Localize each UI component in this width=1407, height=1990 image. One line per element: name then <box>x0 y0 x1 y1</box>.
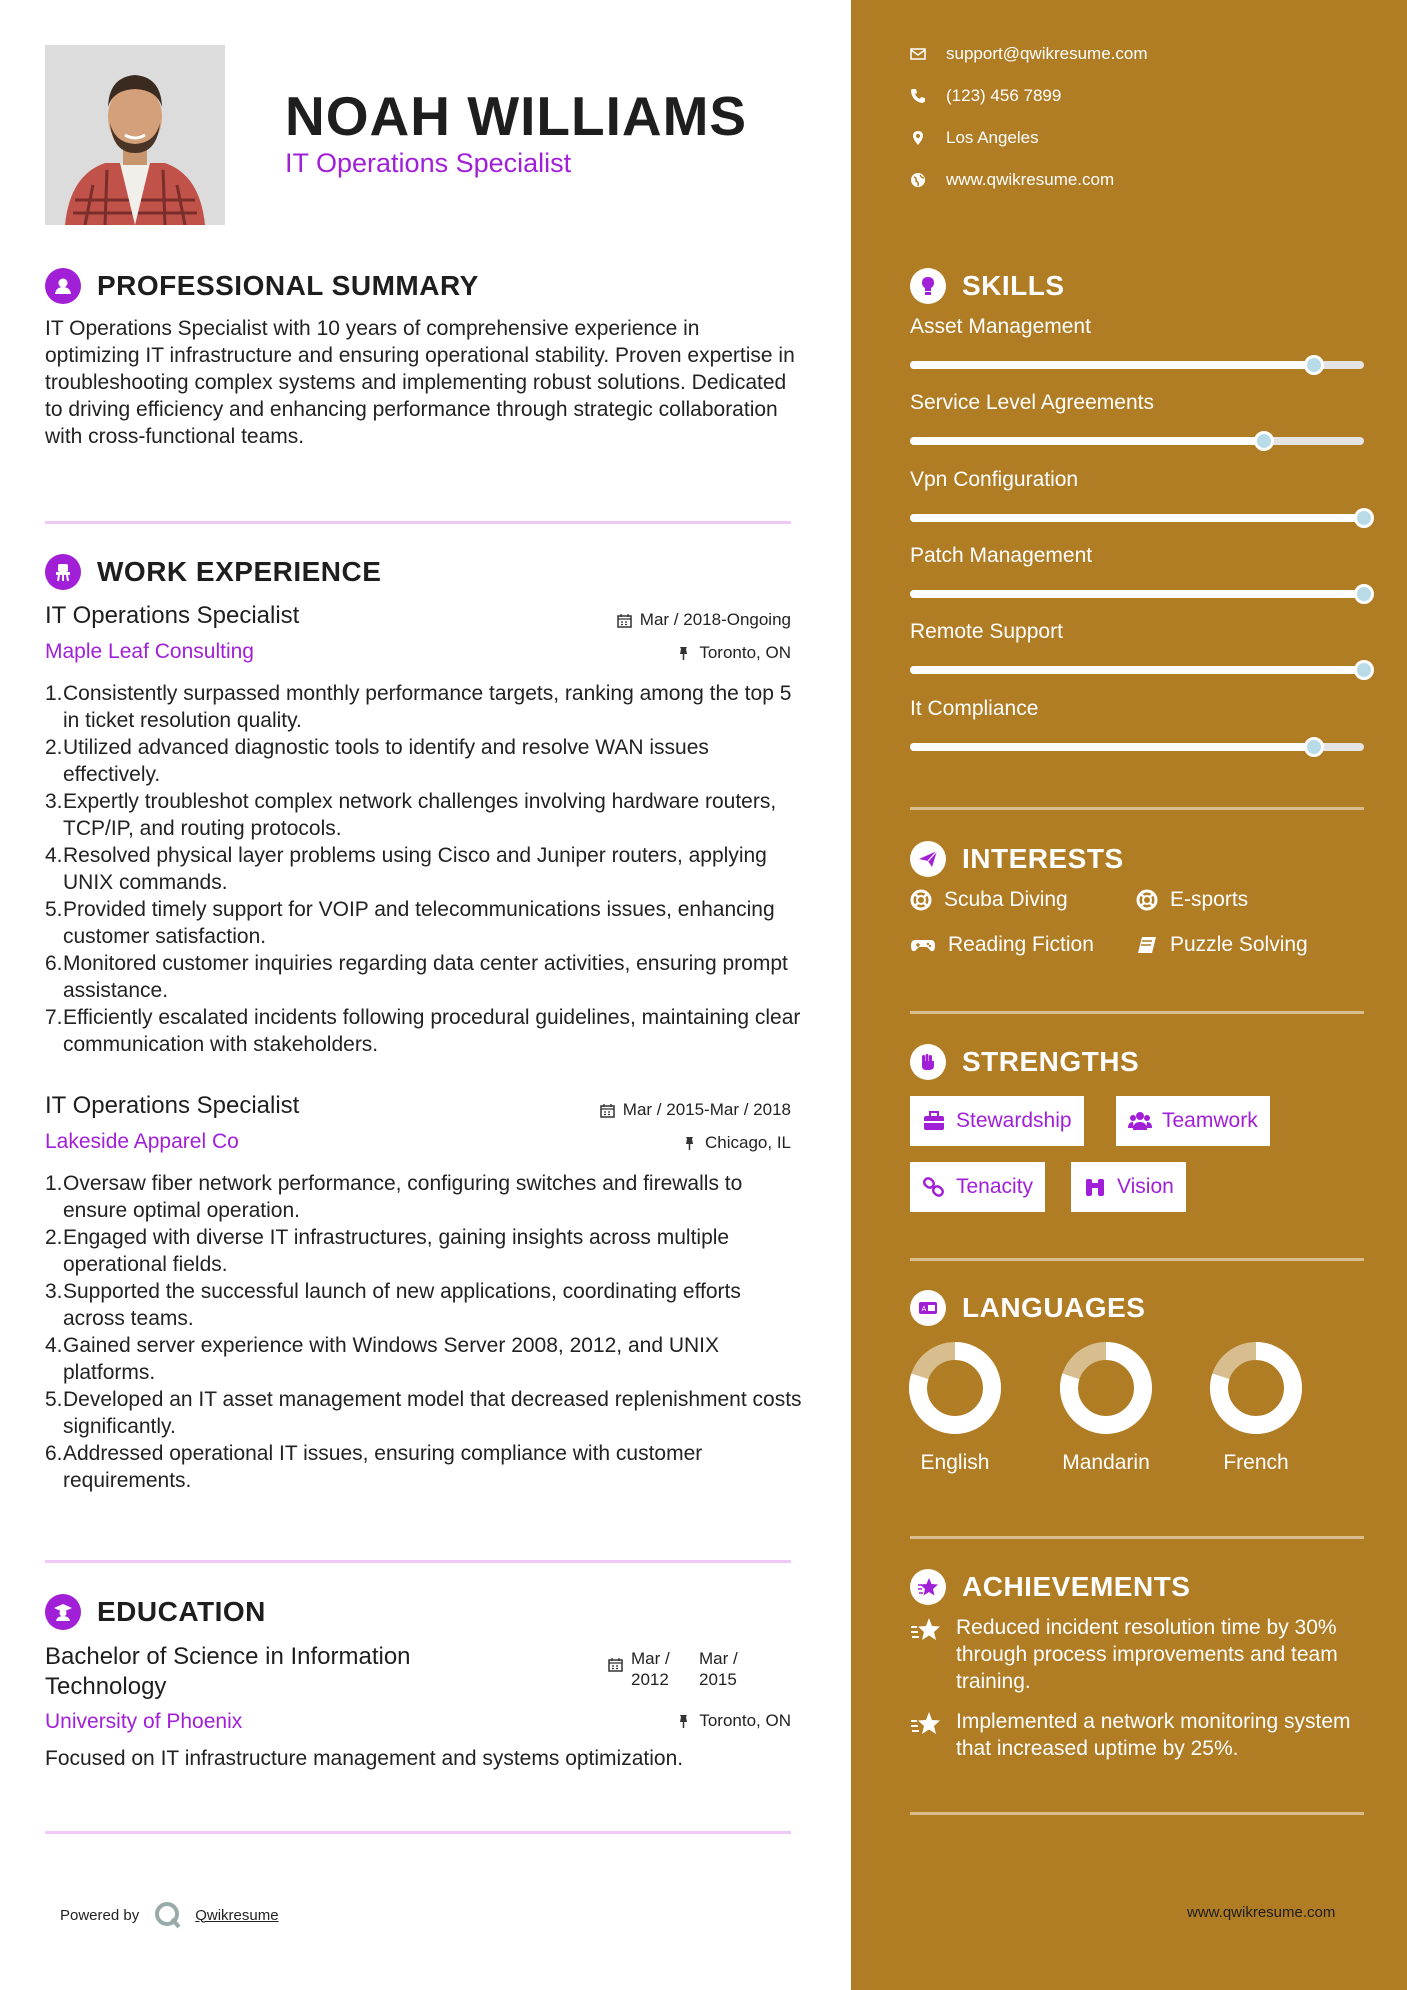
job-date <box>600 1100 791 1120</box>
list-item: 4. Resolved physical layer problems using Cisco and Juniper routers, applying UNIX commands. <box>45 844 767 894</box>
skill-bar-fill <box>910 666 1364 674</box>
sidebar <box>851 0 1407 1990</box>
job-bullets <box>45 1170 805 1494</box>
section-divider <box>45 1831 791 1834</box>
list-item: 7. Efficiently escalated incidents following procedural guidelines, maintaining clear communication with stakeholders. <box>45 1006 801 1056</box>
strength-label: Vision <box>1117 1175 1174 1198</box>
interest-item <box>1136 933 1308 957</box>
skills-heading <box>910 268 1065 304</box>
skill-bar <box>910 666 1364 674</box>
skill-bar <box>910 437 1364 445</box>
book-icon <box>1136 934 1158 956</box>
job-location-text: Chicago, IL <box>705 1133 791 1152</box>
achievement-text: Reduced incident resolution time by 30% through process improvements and team training. <box>956 1616 1338 1693</box>
strength-badge <box>1116 1096 1270 1146</box>
strengths-heading <box>910 1044 1139 1080</box>
interest-item <box>910 888 1068 912</box>
graduate-icon <box>45 1594 81 1630</box>
job-title: IT Operations Specialist <box>45 602 300 629</box>
summary-text: IT Operations Specialist with 10 years of comprehensive experience in optimizing IT infrastructure and ensuring operational stability. Proven expertise in troubleshooting complex systems and implementing robust solutions. Dedicated to driving efficiency and enhancing performance through strategic collaboration with cross-functional teams. <box>45 317 795 448</box>
strength-badge <box>1071 1162 1186 1212</box>
candidate-title: IT Operations Specialist <box>285 148 572 178</box>
contact-location-text: Los Angeles <box>946 128 1039 147</box>
summary-heading-text: PROFESSIONAL SUMMARY <box>97 270 479 301</box>
calendar-icon <box>608 1657 623 1672</box>
skill-bar <box>910 743 1364 751</box>
skill-label: It Compliance <box>910 697 1039 720</box>
job-location <box>676 643 791 663</box>
section-divider <box>910 1011 1364 1014</box>
achievements-heading-text: ACHIEVEMENTS <box>962 1571 1191 1602</box>
education-date-start: Mar / 2012 <box>631 1649 670 1689</box>
section-divider <box>45 1560 791 1563</box>
language-label: Mandarin <box>1062 1451 1150 1474</box>
achievement-text: Implemented a network monitoring system that increased uptime by 25%. <box>956 1710 1351 1760</box>
pin-icon <box>682 1136 697 1151</box>
link-icon <box>922 1176 946 1198</box>
map-marker-icon <box>910 130 926 146</box>
globe-icon <box>910 172 926 188</box>
language-label: English <box>920 1451 990 1474</box>
summary-heading <box>45 268 479 304</box>
gamepad-icon <box>910 934 936 956</box>
experience-heading <box>45 554 381 590</box>
pin-icon <box>676 1714 691 1729</box>
experience-heading-text: WORK EXPERIENCE <box>97 556 382 587</box>
skill-label: Patch Management <box>910 544 1093 567</box>
skill-bar-knob <box>1254 431 1274 451</box>
list-item: 3. Expertly troubleshot complex network challenges involving hardware routers, TCP/IP, and routing protocols. <box>45 790 777 840</box>
contact-location <box>910 128 1039 148</box>
strength-label: Tenacity <box>956 1175 1034 1198</box>
list-item: 5. Developed an IT asset management model that decreased replenishment costs significantly. <box>45 1388 802 1438</box>
skill-bar-fill <box>910 590 1364 598</box>
list-item: 1. Oversaw fiber network performance, configuring switches and firewalls to ensure optimal operation. <box>45 1172 743 1222</box>
list-item: 4. Gained server experience with Windows Server 2008, 2012, and UNIX platforms. <box>45 1334 720 1384</box>
contact-website-text: www.qwikresume.com <box>946 170 1115 189</box>
degree: Bachelor of Science in Information Technology <box>45 1643 411 1700</box>
contact-phone-text: (123) 456 7899 <box>946 86 1062 105</box>
users-icon <box>1128 1110 1152 1132</box>
language-donut <box>1209 1341 1303 1435</box>
contact-website <box>910 170 1114 190</box>
qwikresume-link[interactable]: Qwikresume <box>195 1906 279 1924</box>
contact-phone <box>910 86 1061 106</box>
language-item <box>1201 1341 1311 1475</box>
powered-by <box>60 1900 279 1930</box>
skill-label: Service Level Agreements <box>910 391 1154 414</box>
section-divider <box>910 807 1364 810</box>
chair-icon <box>45 554 81 590</box>
job-date-text: Mar / 2018-Ongoing <box>639 610 791 629</box>
briefcase-icon <box>922 1110 946 1132</box>
strength-label: Teamwork <box>1162 1109 1258 1132</box>
education-date <box>608 1648 738 1690</box>
language-donut <box>1059 1341 1153 1435</box>
profile-photo <box>45 45 225 225</box>
achievements-heading <box>910 1569 1190 1605</box>
lifebuoy-icon <box>910 889 932 911</box>
strength-badge <box>910 1096 1084 1146</box>
education-location-text: Toronto, ON <box>699 1711 791 1730</box>
strength-badge <box>910 1162 1045 1212</box>
section-divider <box>45 521 791 524</box>
education-description: Focused on IT infrastructure management and systems optimization. <box>45 1747 684 1770</box>
education-heading-text: EDUCATION <box>97 1596 266 1627</box>
translate-icon <box>910 1290 946 1326</box>
contact-email <box>910 44 1148 64</box>
skill-bar-knob <box>1354 508 1374 528</box>
section-divider <box>910 1536 1364 1539</box>
skill-bar-fill <box>910 514 1364 522</box>
languages-heading-text: LANGUAGES <box>962 1292 1146 1323</box>
star-icon <box>910 1710 942 1738</box>
interest-label: Reading Fiction <box>948 933 1094 956</box>
language-item <box>900 1341 1010 1475</box>
skill-label: Vpn Configuration <box>910 468 1079 491</box>
language-donut <box>908 1341 1002 1435</box>
job-date <box>617 610 791 630</box>
skill-bar <box>910 590 1364 598</box>
languages-heading <box>910 1290 1145 1326</box>
job-location-text: Toronto, ON <box>699 643 791 662</box>
skill-bar-knob <box>1354 660 1374 680</box>
skill-bar-fill <box>910 361 1314 369</box>
list-item: 1. Consistently surpassed monthly performance targets, ranking among the top 5 in ticket resolution quality. <box>45 682 792 732</box>
skills-heading-text: SKILLS <box>962 270 1065 301</box>
skill-label: Asset Management <box>910 315 1091 338</box>
candidate-name: NOAH WILLIAMS <box>285 85 748 147</box>
skill-bar-fill <box>910 743 1314 751</box>
language-item <box>1051 1341 1161 1475</box>
job-location <box>682 1133 791 1153</box>
star-icon <box>910 1616 942 1644</box>
list-item: 5. Provided timely support for VOIP and telecommunications issues, enhancing customer satisfaction. <box>45 898 775 948</box>
list-item: 2. Engaged with diverse IT infrastructures, gaining insights across multiple operational fields. <box>45 1226 730 1276</box>
envelope-icon <box>910 46 926 62</box>
education-heading <box>45 1594 266 1630</box>
skill-bar-knob <box>1304 355 1324 375</box>
interest-label: Scuba Diving <box>944 888 1068 911</box>
school: University of Phoenix <box>45 1710 243 1733</box>
language-label: French <box>1223 1451 1289 1474</box>
binoculars-icon <box>1083 1176 1107 1198</box>
qwikresume-logo-icon <box>153 1900 183 1930</box>
paper-plane-icon <box>910 841 946 877</box>
section-divider <box>910 1258 1364 1261</box>
user-icon <box>45 268 81 304</box>
skill-bar <box>910 514 1364 522</box>
star-icon <box>910 1569 946 1605</box>
list-item: 6. Monitored customer inquiries regarding data center activities, ensuring prompt assistance. <box>45 952 788 1002</box>
lightbulb-icon <box>910 268 946 304</box>
achievement-item <box>910 1708 1370 1762</box>
interest-item <box>910 933 1094 957</box>
job-company: Lakeside Apparel Co <box>45 1130 239 1153</box>
achievement-item <box>910 1614 1370 1695</box>
education-location <box>676 1711 791 1731</box>
interest-label: Puzzle Solving <box>1170 933 1308 956</box>
skill-label: Remote Support <box>910 620 1063 643</box>
job-title: IT Operations Specialist <box>45 1092 300 1119</box>
interests-heading-text: INTERESTS <box>962 843 1124 874</box>
svg-text:A: A <box>921 1305 927 1313</box>
powered-by-text: Powered by <box>60 1906 140 1924</box>
interests-heading <box>910 841 1124 877</box>
list-item: 2. Utilized advanced diagnostic tools to identify and resolve WAN issues effectively. <box>45 736 709 786</box>
lifebuoy-icon <box>1136 889 1158 911</box>
job-bullets <box>45 680 805 1058</box>
education-date-end: Mar / 2015 <box>699 1649 738 1689</box>
interest-label: E-sports <box>1170 888 1249 911</box>
footer-website: www.qwikresume.com <box>1187 1904 1336 1921</box>
skill-bar <box>910 361 1364 369</box>
phone-icon <box>910 88 926 104</box>
job-date-text: Mar / 2015-Mar / 2018 <box>622 1100 791 1119</box>
job-company: Maple Leaf Consulting <box>45 640 254 663</box>
calendar-icon <box>617 613 632 628</box>
list-item: 6. Addressed operational IT issues, ensuring compliance with customer requirements. <box>45 1442 703 1492</box>
fist-icon <box>910 1044 946 1080</box>
skill-bar-knob <box>1304 737 1324 757</box>
interest-item <box>1136 888 1248 912</box>
pin-icon <box>676 646 691 661</box>
skill-bar-fill <box>910 437 1264 445</box>
strengths-heading-text: STRENGTHS <box>962 1046 1140 1077</box>
list-item: 3. Supported the successful launch of new applications, coordinating efforts across teams. <box>45 1280 741 1330</box>
strength-label: Stewardship <box>956 1109 1072 1132</box>
calendar-icon <box>600 1103 615 1118</box>
skill-bar-knob <box>1354 584 1374 604</box>
section-divider <box>910 1812 1364 1815</box>
contact-email-text: support@qwikresume.com <box>946 44 1148 63</box>
